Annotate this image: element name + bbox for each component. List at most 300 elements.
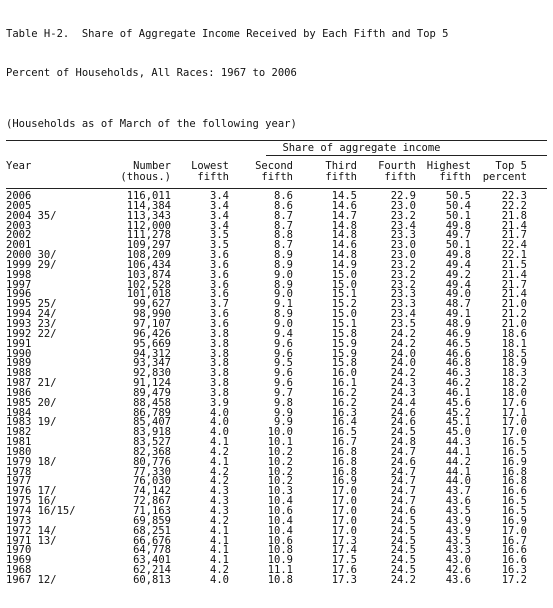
cell-second: 9.0 [274,288,293,301]
cell-second: 9.6 [274,347,293,360]
cell-third: 15.8 [331,357,357,370]
cell-second: 8.7 [274,209,293,222]
cell-top5: 16.8 [501,475,527,488]
cell-lowest: 3.6 [210,288,229,301]
cell-fourth: 23.3 [390,229,416,242]
cell-third: 17.5 [331,554,357,567]
cell-highest: 46.6 [445,347,471,360]
cell-second: 10.6 [267,534,293,547]
cell-number: 69,859 [133,514,171,527]
cell-year: 1983 19/ [6,416,57,429]
cell-year: 1997 [6,278,32,291]
cell-fourth: 24.5 [390,534,416,547]
cell-third: 17.3 [331,573,357,586]
cell-year: 1974 16/15/ [6,505,76,517]
cell-top5: 16.7 [501,534,527,547]
cell-top5: 21.4 [501,219,527,232]
cell-year: 1992 22/ [6,327,57,340]
document-page [6,2,547,586]
cell-highest: 44.2 [445,455,471,468]
cell-top5: 18.6 [501,327,527,340]
cell-year: 2002 [6,229,32,242]
cell-third: 14.8 [331,229,357,242]
cell-year: 1990 [6,347,32,360]
cell-fourth: 23.2 [390,258,416,271]
cell-number: 63,401 [133,554,171,567]
cell-lowest: 3.5 [210,229,229,242]
cell-lowest: 4.1 [210,534,229,547]
cell-third: 17.6 [331,564,357,577]
cell-lowest: 4.2 [210,445,229,458]
cell-second: 9.6 [274,367,293,380]
cell-number: 113,343 [126,209,171,222]
header-highest-fifth: Highest fifth [426,160,471,183]
cell-lowest: 4.0 [210,573,229,586]
cell-year: 1995 25/ [6,298,57,311]
cell-lowest: 3.8 [210,357,229,370]
cell-fourth: 24.0 [390,357,416,370]
cell-fourth: 24.6 [390,406,416,419]
cell-number: 101,018 [126,288,171,301]
cell-fourth: 23.2 [390,268,416,281]
cell-top5: 21.4 [501,288,527,301]
cell-number: 68,251 [133,524,171,537]
cell-fourth: 23.2 [390,209,416,222]
cell-second: 9.4 [274,327,293,340]
cell-year: 2006 [6,190,32,202]
cell-highest: 46.2 [445,377,471,390]
cell-third: 15.8 [331,327,357,340]
cell-lowest: 4.0 [210,416,229,429]
cell-third: 16.8 [331,445,357,458]
cell-lowest: 4.1 [210,436,229,449]
cell-highest: 43.9 [445,514,471,527]
cell-number: 94,312 [133,347,171,360]
cell-top5: 21.4 [501,268,527,281]
cell-number: 72,867 [133,495,171,508]
cell-top5: 21.0 [501,317,527,330]
cell-number: 95,669 [133,337,171,350]
cell-third: 15.0 [331,308,357,321]
cell-highest: 42.6 [445,564,471,577]
title-line-2: Percent of Households, All Races: 1967 to 2006 [6,67,297,79]
cell-third: 14.8 [331,219,357,232]
cell-top5: 16.6 [501,544,527,557]
cell-year: 2003 [6,219,32,232]
cell-lowest: 3.8 [210,367,229,380]
cell-lowest: 3.4 [210,219,229,232]
cell-third: 15.9 [331,337,357,350]
cell-year: 1998 [6,268,32,281]
cell-fourth: 24.5 [390,564,416,577]
header-rule [6,188,547,189]
cell-second: 8.9 [274,278,293,291]
cell-highest: 46.9 [445,327,471,340]
cell-highest: 46.5 [445,337,471,350]
cell-lowest: 3.8 [210,327,229,340]
cell-top5: 17.2 [501,573,527,586]
cell-top5: 16.8 [501,465,527,478]
cell-third: 17.4 [331,544,357,557]
group-header [6,141,547,155]
cell-highest: 49.2 [445,268,471,281]
cell-top5: 21.0 [501,298,527,311]
cell-third: 16.2 [331,386,357,399]
cell-second: 9.8 [274,396,293,409]
cell-year: 1988 [6,367,32,380]
cell-second: 11.1 [267,564,293,577]
cell-year: 1975 16/ [6,495,57,508]
cell-fourth: 23.2 [390,278,416,291]
cell-year: 2001 [6,239,32,252]
cell-fourth: 23.0 [390,199,416,212]
cell-highest: 46.1 [445,386,471,399]
cell-third: 16.3 [331,406,357,419]
cell-number: 114,384 [126,199,171,212]
cell-lowest: 3.5 [210,239,229,252]
cell-third: 15.2 [331,298,357,311]
cell-second: 9.7 [274,386,293,399]
header-year: Year [6,160,32,172]
cell-lowest: 3.6 [210,268,229,281]
cell-highest: 43.6 [445,573,471,586]
cell-second: 10.8 [267,573,293,586]
cell-lowest: 4.2 [210,475,229,488]
cell-year: 1981 [6,436,32,449]
cell-number: 116,011 [126,190,171,202]
cell-fourth: 24.2 [390,367,416,380]
cell-second: 10.2 [267,455,293,468]
cell-highest: 44.3 [445,436,471,449]
cell-highest: 43.5 [445,505,471,517]
cell-number: 88,458 [133,396,171,409]
column-headers [6,161,547,187]
cell-top5: 17.0 [501,426,527,439]
cell-number: 93,347 [133,357,171,370]
cell-number: 60,813 [133,573,171,586]
cell-year: 1970 [6,544,32,557]
cell-lowest: 3.4 [210,199,229,212]
cell-number: 102,528 [126,278,171,291]
cell-year: 1987 21/ [6,377,57,390]
cell-highest: 50.1 [445,209,471,222]
group-header-label: Share of aggregate income [282,142,441,154]
cell-fourth: 24.5 [390,524,416,537]
cell-fourth: 24.3 [390,386,416,399]
cell-lowest: 3.8 [210,347,229,360]
cell-lowest: 3.6 [210,317,229,330]
cell-third: 17.0 [331,505,357,517]
cell-fourth: 22.9 [390,190,416,202]
cell-fourth: 24.3 [390,377,416,390]
cell-third: 16.0 [331,367,357,380]
cell-third: 14.9 [331,258,357,271]
cell-year: 1977 [6,475,32,488]
cell-second: 10.4 [267,514,293,527]
cell-second: 8.8 [274,229,293,242]
cell-lowest: 4.3 [210,485,229,498]
cell-year: 2005 [6,199,32,212]
cell-highest: 50.1 [445,239,471,252]
cell-third: 17.0 [331,485,357,498]
cell-second: 10.1 [267,436,293,449]
cell-third: 17.0 [331,495,357,508]
cell-fourth: 24.6 [390,455,416,468]
cell-number: 74,142 [133,485,171,498]
cell-lowest: 3.8 [210,337,229,350]
cell-highest: 44.1 [445,465,471,478]
cell-lowest: 3.6 [210,249,229,262]
cell-fourth: 24.7 [390,445,416,458]
cell-second: 8.7 [274,239,293,252]
cell-top5: 22.1 [501,249,527,262]
cell-top5: 16.5 [501,505,527,517]
cell-number: 64,778 [133,544,171,557]
cell-highest: 45.6 [445,396,471,409]
cell-number: 85,407 [133,416,171,429]
cell-top5: 18.2 [501,377,527,390]
cell-third: 16.9 [331,475,357,488]
cell-lowest: 3.8 [210,386,229,399]
cell-second: 8.6 [274,190,293,202]
cell-fourth: 24.6 [390,416,416,429]
table-row [6,576,527,586]
cell-third: 16.8 [331,465,357,478]
cell-second: 8.7 [274,219,293,232]
cell-lowest: 4.1 [210,554,229,567]
cell-fourth: 24.7 [390,475,416,488]
cell-fourth: 23.5 [390,317,416,330]
cell-second: 8.9 [274,308,293,321]
cell-top5: 22.3 [501,190,527,202]
cell-lowest: 3.9 [210,396,229,409]
cell-number: 86,789 [133,406,171,419]
cell-highest: 43.0 [445,554,471,567]
cell-lowest: 3.4 [210,190,229,202]
cell-third: 15.1 [331,288,357,301]
cell-number: 83,527 [133,436,171,449]
cell-fourth: 24.6 [390,505,416,517]
cell-fourth: 24.2 [390,337,416,350]
cell-lowest: 4.3 [210,495,229,508]
cell-highest: 49.1 [445,308,471,321]
cell-year: 1980 [6,445,32,458]
cell-second: 10.2 [267,475,293,488]
cell-third: 16.2 [331,396,357,409]
cell-year: 2004 35/ [6,209,57,222]
cell-fourth: 24.5 [390,514,416,527]
cell-fourth: 23.4 [390,219,416,232]
cell-top5: 17.6 [501,396,527,409]
cell-highest: 48.9 [445,317,471,330]
cell-number: 111,278 [126,229,171,242]
cell-number: 83,918 [133,426,171,439]
cell-number: 112,000 [126,219,171,232]
cell-year: 1971 13/ [6,534,57,547]
cell-number: 89,479 [133,386,171,399]
cell-fourth: 24.8 [390,436,416,449]
cell-top5: 17.1 [501,406,527,419]
cell-year: 1968 [6,564,32,577]
cell-top5: 16.6 [501,485,527,498]
cell-year: 1986 [6,386,32,399]
cell-top5: 17.0 [501,524,527,537]
table-title [6,2,547,106]
cell-top5: 18.0 [501,386,527,399]
cell-fourth: 23.0 [390,239,416,252]
cell-top5: 22.2 [501,199,527,212]
cell-year: 1991 [6,337,32,350]
cell-year: 1989 [6,357,32,370]
cell-highest: 48.7 [445,298,471,311]
cell-highest: 46.3 [445,367,471,380]
cell-fourth: 23.0 [390,249,416,262]
cell-lowest: 4.1 [210,544,229,557]
cell-lowest: 3.6 [210,308,229,321]
cell-lowest: 3.6 [210,258,229,271]
cell-lowest: 3.4 [210,209,229,222]
cell-third: 14.7 [331,209,357,222]
cell-top5: 16.5 [501,436,527,449]
cell-second: 8.6 [274,199,293,212]
cell-highest: 49.7 [445,229,471,242]
cell-second: 9.5 [274,357,293,370]
header-third-fifth: Third fifth [325,160,357,183]
cell-number: 108,209 [126,249,171,262]
cell-lowest: 4.1 [210,455,229,468]
table-subtitle: (Households as of March of the following year) [6,118,297,130]
cell-lowest: 4.2 [210,514,229,527]
cell-top5: 21.2 [501,308,527,321]
cell-third: 15.0 [331,278,357,291]
cell-highest: 43.9 [445,524,471,537]
cell-second: 8.9 [274,249,293,262]
cell-second: 10.2 [267,465,293,478]
cell-third: 17.3 [331,534,357,547]
cell-number: 97,107 [133,317,171,330]
cell-year: 1982 [6,426,32,439]
cell-year: 1976 17/ [6,485,57,498]
cell-second: 10.8 [267,544,293,557]
cell-highest: 43.6 [445,495,471,508]
cell-top5: 21.8 [501,209,527,222]
cell-year: 1979 18/ [6,455,57,468]
cell-highest: 43.3 [445,544,471,557]
cell-second: 10.0 [267,426,293,439]
cell-fourth: 24.2 [390,327,416,340]
cell-top5: 16.5 [501,495,527,508]
cell-fourth: 24.4 [390,396,416,409]
cell-second: 9.0 [274,317,293,330]
table-body [6,192,527,586]
cell-number: 103,874 [126,268,171,281]
income-share-table [6,192,527,586]
cell-number: 98,990 [133,308,171,321]
cell-second: 10.4 [267,495,293,508]
cell-lowest: 3.8 [210,377,229,390]
cell-number: 71,163 [133,505,171,517]
cell-lowest: 4.2 [210,465,229,478]
cell-highest: 50.4 [445,199,471,212]
cell-third: 14.8 [331,249,357,262]
cell-third: 16.1 [331,377,357,390]
cell-top5: 18.5 [501,347,527,360]
cell-second: 9.1 [274,298,293,311]
cell-third: 15.1 [331,317,357,330]
cell-third: 16.4 [331,416,357,429]
cell-second: 9.9 [274,406,293,419]
cell-top5: 18.9 [501,357,527,370]
cell-third: 16.5 [331,426,357,439]
cell-lowest: 4.2 [210,564,229,577]
cell-third: 14.6 [331,199,357,212]
cell-highest: 46.8 [445,357,471,370]
cell-second: 10.2 [267,445,293,458]
cell-highest: 45.1 [445,416,471,429]
cell-highest: 44.0 [445,475,471,488]
cell-fourth: 24.7 [390,465,416,478]
cell-top5: 16.5 [501,445,527,458]
cell-number: 99,627 [133,298,171,311]
cell-second: 10.4 [267,524,293,537]
cell-fourth: 24.5 [390,544,416,557]
cell-second: 9.0 [274,268,293,281]
cell-year: 1984 [6,406,32,419]
cell-number: 91,124 [133,377,171,390]
cell-top5: 18.3 [501,367,527,380]
cell-fourth: 24.5 [390,554,416,567]
cell-fourth: 23.4 [390,308,416,321]
cell-number: 80,776 [133,455,171,468]
cell-top5: 21.7 [501,229,527,242]
cell-third: 16.7 [331,436,357,449]
cell-second: 10.9 [267,554,293,567]
group-rule [266,155,547,156]
cell-highest: 49.4 [445,258,471,271]
cell-year: 2000 30/ [6,249,57,262]
cell-number: 76,030 [133,475,171,488]
cell-second: 9.6 [274,377,293,390]
cell-third: 14.6 [331,239,357,252]
cell-second: 10.6 [267,505,293,517]
cell-lowest: 3.6 [210,278,229,291]
cell-third: 14.5 [331,190,357,202]
cell-top5: 18.1 [501,337,527,350]
cell-highest: 43.7 [445,485,471,498]
cell-year: 1993 23/ [6,317,57,330]
cell-top5: 17.0 [501,416,527,429]
header-fourth-fifth: Fourth fifth [378,160,416,183]
cell-top5: 16.9 [501,455,527,468]
cell-year: 1996 [6,288,32,301]
cell-fourth: 24.7 [390,485,416,498]
cell-fourth: 24.5 [390,426,416,439]
cell-highest: 49.8 [445,219,471,232]
cell-highest: 44.1 [445,445,471,458]
cell-number: 96,426 [133,327,171,340]
cell-third: 17.0 [331,524,357,537]
cell-highest: 49.0 [445,288,471,301]
cell-number: 77,330 [133,465,171,478]
cell-third: 15.0 [331,268,357,281]
cell-fourth: 24.2 [390,573,416,586]
title-line-1: Table H-2. Share of Aggregate Income Received by Each Fifth and Top 5 [6,28,449,40]
cell-third: 15.9 [331,347,357,360]
cell-year: 1972 14/ [6,524,57,537]
cell-fourth: 24.0 [390,347,416,360]
cell-year: 1967 12/ [6,573,57,586]
cell-second: 9.6 [274,337,293,350]
